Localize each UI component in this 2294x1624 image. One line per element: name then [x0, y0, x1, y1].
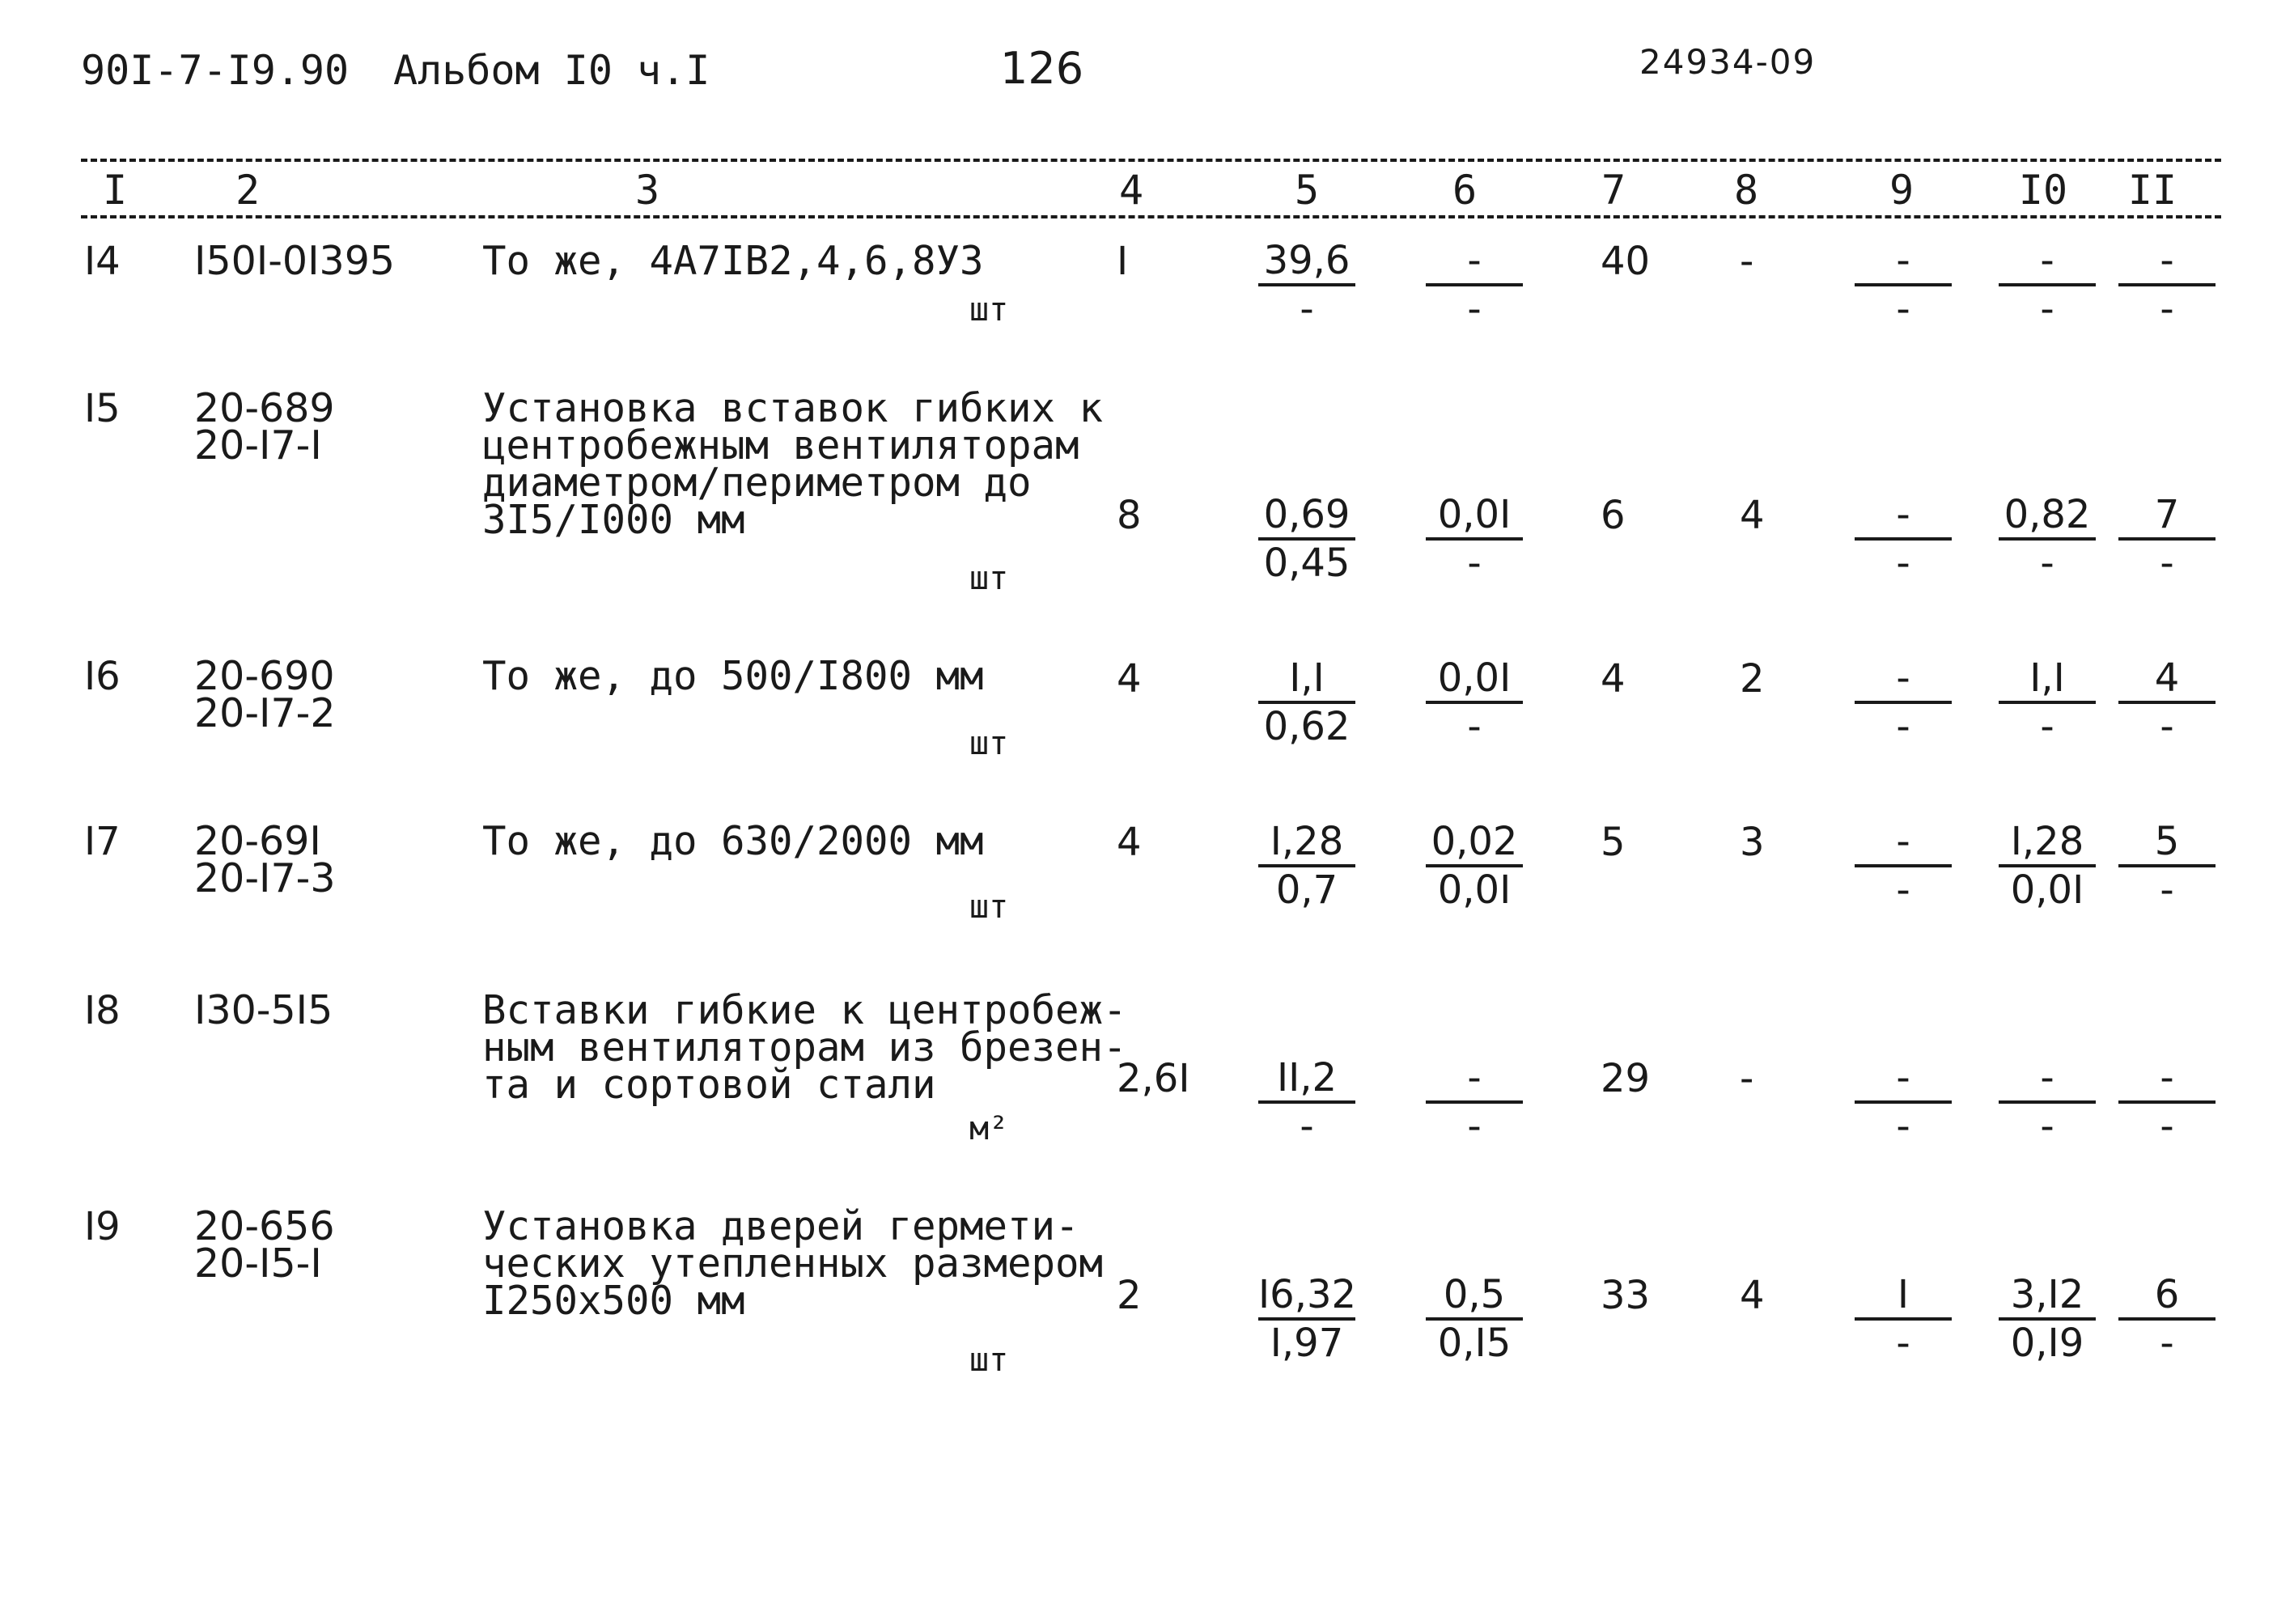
row-number: I8 [84, 988, 121, 1033]
column-11-value-bottom: - [2160, 286, 2174, 332]
column-header-3: 3 [634, 167, 660, 214]
column-6-value-top: 0,0I [1426, 657, 1523, 704]
column-8-value: 2 [1740, 656, 1765, 702]
column-11-value-top: 7 [2118, 494, 2216, 541]
column-5-value-bottom: - [1300, 1104, 1314, 1149]
column-5-value [1258, 657, 1355, 749]
work-description: Установка вставок гибких к центробежным вентиляторам диаметром/периметром до 3I5/I000 мм [482, 385, 1104, 543]
column-header-9: 9 [1889, 167, 1914, 214]
column-10-value [1999, 494, 2096, 586]
column-9-value-bottom: - [1896, 1321, 1910, 1366]
column-10-value-bottom: - [2040, 286, 2054, 332]
column-11-value-top: - [2118, 1057, 2216, 1104]
column-6-value [1426, 820, 1523, 913]
table-header-rule [81, 215, 2221, 218]
column-8-value: 3 [1740, 820, 1765, 865]
column-6-value-bottom: 0,0I [1437, 867, 1512, 913]
column-5-value-top: I6,32 [1258, 1274, 1355, 1321]
column-5-value-bottom: 0,7 [1275, 867, 1338, 913]
column-11-value [2118, 1274, 2216, 1366]
column-header-7: 7 [1601, 167, 1626, 214]
column-7-value: 29 [1601, 1056, 1651, 1101]
column-6-value [1426, 657, 1523, 749]
column-5-value [1258, 1274, 1355, 1366]
column-10-value-top: 3,I2 [1999, 1274, 2096, 1321]
column-10-value-bottom: 0,0I [2010, 867, 2084, 913]
table-top-rule [81, 159, 2221, 162]
rate-code: I30-5I5 [194, 987, 333, 1033]
row-number: I9 [84, 1204, 121, 1249]
column-7-value: 5 [1601, 820, 1626, 865]
column-header-5: 5 [1294, 167, 1320, 214]
rate-code: I50I-0I395 [194, 238, 396, 284]
column-9-value-top: - [1855, 1057, 1952, 1104]
column-9-value [1855, 657, 1952, 749]
column-6-value-top: 0,02 [1426, 820, 1523, 867]
column-8-value: - [1740, 239, 1754, 284]
rate-code: 20-690 20-I7-2 [194, 653, 336, 736]
column-6-value-top: - [1426, 240, 1523, 286]
column-11-value [2118, 657, 2216, 749]
work-description: То же, 4А7IВ2,4,6,8У3 [482, 238, 984, 284]
row-number: I7 [84, 819, 121, 864]
work-description: То же, до 500/I800 мм [482, 653, 984, 699]
column-6-value [1426, 240, 1523, 332]
column-10-value [1999, 820, 2096, 913]
column-7-value: 40 [1601, 239, 1651, 284]
column-11-value-top: 4 [2118, 657, 2216, 704]
column-5-value-bottom: - [1300, 286, 1314, 332]
column-10-value-bottom: - [2040, 541, 2054, 586]
column-header-1: I [102, 167, 128, 214]
column-8-value: 4 [1740, 1273, 1765, 1318]
column-6-value-bottom: 0,I5 [1437, 1321, 1512, 1366]
column-8-value: 4 [1740, 493, 1765, 538]
column-11-value-bottom: - [2160, 1104, 2174, 1149]
column-5-value [1258, 240, 1355, 332]
column-7-value: 33 [1601, 1273, 1651, 1318]
rate-code: 20-69I 20-I7-3 [194, 818, 336, 901]
row-number: I5 [84, 386, 121, 431]
column-header-10: I0 [2018, 167, 2068, 214]
column-11-value-top: 6 [2118, 1274, 2216, 1321]
quantity: 2 [1117, 1273, 1142, 1318]
column-header-2: 2 [235, 167, 261, 214]
column-6-value-bottom: - [1467, 1104, 1482, 1149]
row-number: I4 [84, 239, 121, 284]
column-10-value [1999, 1274, 2096, 1366]
column-9-value-bottom: - [1896, 541, 1910, 586]
column-6-value-top: 0,0I [1426, 494, 1523, 541]
column-11-value-bottom: - [2160, 1321, 2174, 1366]
column-9-value [1855, 240, 1952, 332]
column-9-value-top: - [1855, 240, 1952, 286]
document-number: 90I-7-I9.90 [81, 47, 350, 94]
column-9-value-top: I [1855, 1274, 1952, 1321]
column-10-value [1999, 240, 2096, 332]
column-5-value-bottom: 0,62 [1263, 704, 1351, 749]
column-9-value [1855, 1057, 1952, 1149]
column-10-value-top: I,I [1999, 657, 2096, 704]
column-header-8: 8 [1733, 167, 1759, 214]
stamp-code: 24934-09 [1639, 42, 1817, 82]
column-6-value [1426, 494, 1523, 586]
quantity: 2,6I [1117, 1056, 1190, 1101]
column-7-value: 6 [1601, 493, 1626, 538]
column-header-4: 4 [1118, 167, 1144, 214]
column-7-value: 4 [1601, 656, 1626, 702]
column-9-value [1855, 1274, 1952, 1366]
column-9-value-bottom: - [1896, 1104, 1910, 1149]
column-10-value [1999, 1057, 2096, 1149]
column-header-11: II [2127, 167, 2177, 214]
column-5-value [1258, 494, 1355, 586]
quantity: 4 [1117, 656, 1142, 702]
work-description: То же, до 630/2000 мм [482, 818, 984, 864]
column-10-value-top: - [1999, 1057, 2096, 1104]
column-10-value-top: I,28 [1999, 820, 2096, 867]
quantity: 8 [1117, 493, 1142, 538]
column-10-value-bottom: - [2040, 704, 2054, 749]
column-5-value-top: 0,69 [1258, 494, 1355, 541]
column-6-value-bottom: - [1467, 541, 1482, 586]
column-11-value-top: - [2118, 240, 2216, 286]
column-10-value-top: 0,82 [1999, 494, 2096, 541]
column-8-value: - [1740, 1056, 1754, 1101]
column-5-value-bottom: 0,45 [1263, 541, 1351, 586]
column-11-value [2118, 494, 2216, 586]
unit-of-measure: шт [969, 560, 1009, 597]
unit-of-measure: шт [969, 291, 1009, 329]
column-10-value [1999, 657, 2096, 749]
column-5-value-bottom: I,97 [1270, 1321, 1344, 1366]
column-11-value [2118, 820, 2216, 913]
column-9-value [1855, 494, 1952, 586]
work-description: Вставки гибкие к центробеж- ным вентиляторам из брезен- та и сортовой стали [482, 987, 1127, 1108]
album-label: Альбом I0 ч.I [393, 47, 710, 94]
column-10-value-bottom: 0,I9 [2010, 1321, 2084, 1366]
column-11-value-bottom: - [2160, 704, 2174, 749]
unit-of-measure: шт [969, 1342, 1009, 1379]
unit-of-measure: шт [969, 725, 1009, 762]
column-9-value-top: - [1855, 657, 1952, 704]
column-11-value-bottom: - [2160, 541, 2174, 586]
rate-code: 20-689 20-I7-I [194, 385, 335, 469]
column-5-value-top: I,28 [1258, 820, 1355, 867]
column-5-value-top: I,I [1258, 657, 1355, 704]
rate-code: 20-656 20-I5-I [194, 1203, 335, 1287]
column-6-value-bottom: - [1467, 286, 1482, 332]
column-9-value [1855, 820, 1952, 913]
column-6-value [1426, 1274, 1523, 1366]
quantity: 4 [1117, 820, 1142, 865]
column-5-value-top: 39,6 [1258, 240, 1355, 286]
column-9-value-bottom: - [1896, 704, 1910, 749]
column-9-value-bottom: - [1896, 286, 1910, 332]
column-5-value-top: II,2 [1258, 1057, 1355, 1104]
column-6-value-top: - [1426, 1057, 1523, 1104]
quantity: I [1117, 239, 1129, 284]
column-9-value-top: - [1855, 494, 1952, 541]
column-6-value [1426, 1057, 1523, 1149]
unit-of-measure: шт [969, 888, 1009, 926]
column-9-value-top: - [1855, 820, 1952, 867]
column-11-value [2118, 1057, 2216, 1149]
page-number: 126 [1000, 43, 1084, 94]
unit-of-measure: м² [969, 1110, 1009, 1147]
column-5-value [1258, 1057, 1355, 1149]
column-11-value [2118, 240, 2216, 332]
column-11-value-bottom: - [2160, 867, 2174, 913]
column-10-value-bottom: - [2040, 1104, 2054, 1149]
column-header-6: 6 [1452, 167, 1478, 214]
column-5-value [1258, 820, 1355, 913]
row-number: I6 [84, 654, 121, 699]
column-10-value-top: - [1999, 240, 2096, 286]
column-6-value-top: 0,5 [1426, 1274, 1523, 1321]
column-6-value-bottom: - [1467, 704, 1482, 749]
column-11-value-top: 5 [2118, 820, 2216, 867]
work-description: Установка дверей гермети- ческих утепленных размером I250х500 мм [482, 1203, 1104, 1324]
column-9-value-bottom: - [1896, 867, 1910, 913]
